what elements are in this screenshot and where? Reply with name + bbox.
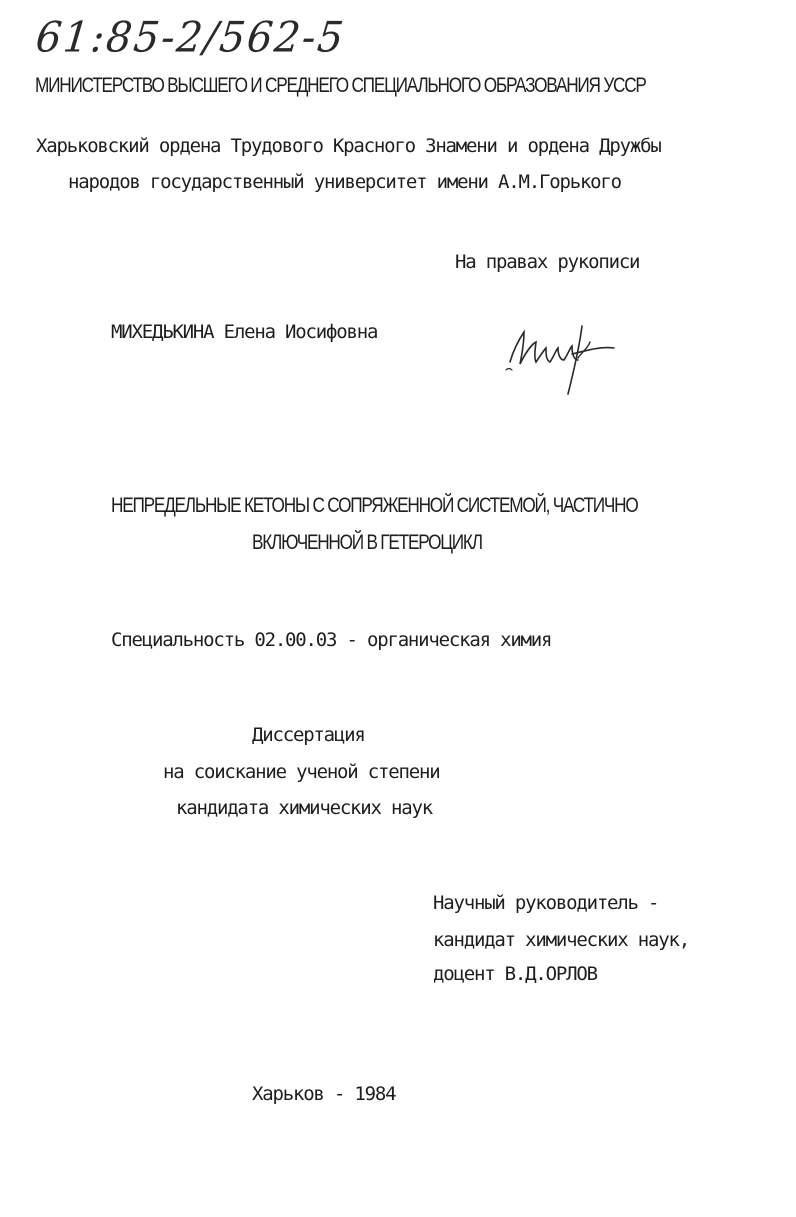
dissertation-title-line1: НЕПРЕДЕЛЬНЫЕ КЕТОНЫ С СОПРЯЖЕННОЙ СИСТЕМОЙ, ЧАСТИЧНО <box>111 494 638 517</box>
dissertation-label: Диссертация <box>252 724 365 746</box>
degree-purpose-line2: кандидата химических наук <box>176 797 432 819</box>
archive-code-handwritten: 61:85-2/562-5 <box>33 13 348 63</box>
degree-purpose-line1: на соискание ученой степени <box>163 761 440 783</box>
advisor-degree: кандидат химических наук, <box>433 929 689 951</box>
ministry-heading: МИНИСТЕРСТВО ВЫСШЕГО И СРЕДНЕГО СПЕЦИАЛЬНОГО ОБРАЗОВАНИЯ УССР <box>35 74 646 97</box>
university-name-line1: Харьковский ордена Трудового Красного Знамени и ордена Дружбы <box>36 135 661 157</box>
advisor-label: Научный руководитель - <box>433 892 659 914</box>
author-name: МИХЕДЬКИНА Елена Иосифовна <box>111 321 378 343</box>
university-name-line2: народов государственный университет имени А.М.Горького <box>68 171 621 193</box>
specialty-line: Специальность 02.00.03 - органическая химия <box>111 629 552 651</box>
dissertation-title-line2: ВКЛЮЧЕННОЙ В ГЕТЕРОЦИКЛ <box>252 531 482 554</box>
city-year: Харьков - 1984 <box>252 1083 396 1105</box>
manuscript-rights-note: На правах рукописи <box>455 251 640 273</box>
author-signature <box>502 318 620 400</box>
advisor-name: доцент В.Д.ОРЛОВ <box>433 963 597 985</box>
